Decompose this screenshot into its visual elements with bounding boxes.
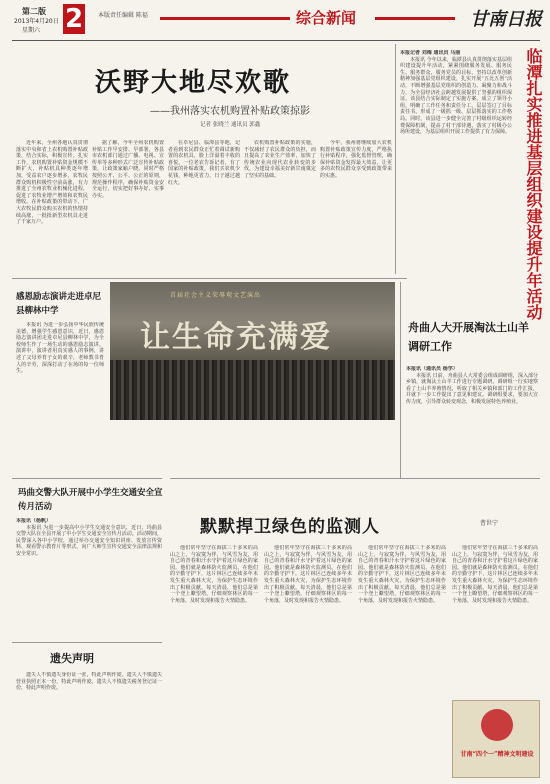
photo-audience	[110, 360, 395, 420]
traffic-body	[16, 518, 162, 638]
speech-headline	[16, 290, 106, 318]
right-story-headline: 临潭扎实推进基层组织建设提升年活动	[524, 48, 543, 320]
speech-body	[16, 322, 104, 458]
forest-headline: 默默捍卫绿色的监测人	[200, 517, 380, 537]
column-divider	[395, 44, 396, 274]
npc-headline: 舟曲人大开展淘汰土山羊调研工作	[408, 321, 529, 353]
issue-weekday: 星期六	[22, 27, 41, 34]
forest-body-col1	[170, 545, 258, 777]
lead-paragraph: 近年来，全州各地认真贯彻落实中央和省上农机购置补贴政策，结合实际，积极宣传，扎实工作，农机购置补贴资金规模不断扩大，补贴机具种类逐年增加，受益农户逐步增多，农牧民群众购机积极性空前高涨，有力推进了全州农牧业机械化进程，促进了农牧业增产增效和农牧民增收。在补贴政策的带动下，广大农牧民群众购买农机的热情持续高涨，一批批新型农机具走进了千家万户。	[16, 140, 88, 226]
section-divider	[12, 478, 162, 479]
civility-ad	[452, 700, 540, 778]
traffic-paragraph: 本报讯 为进一步提高中小学生交通安全意识，近日，玛曲县交警大队在全县开展了中小学生交通安全宣传月活动。活动期间，民警深入各中小学校，通过举办交通安全知识讲座、发放宣传资料、观看警示教育片等形式，向广大师生宣传交通安全法律法规和安全常识。	[16, 524, 162, 557]
speech-headline-text: 感恩励志演讲走进卓尼县柳林中学	[16, 292, 102, 316]
forest-body-col3	[358, 545, 446, 777]
lead-subtitle: ——我州落实农机购置补贴政策掠影	[150, 106, 310, 117]
lead-paragraph: 农机购置补贴政策的实施，不仅减轻了农民群众的负担，而且提高了农业生产效率，加快了传统农业向现代农业转变的步伐，为建设幸福美好新甘南奠定了坚实的基础。	[244, 140, 316, 179]
lead-paragraph: 据了解，今年全州农机购置补贴工作早安排、早部署，各县市农机部门通过广播、电视、宣传单等多种形式广泛宣传补贴政策，让政策家喻户晓。同时严格按照公开、公平、公正的原则，规范操作程序，确保补贴资金安全运行，切实把好事办好、实事办实。	[92, 140, 164, 199]
notice-headline: 遗失声明	[50, 652, 94, 665]
section-divider	[12, 642, 162, 643]
ad-label: 甘南“四个一”精神文明建设	[460, 751, 534, 758]
photo-stage-text: 让生命充满爱	[140, 320, 332, 355]
forest-paragraph: 他们常年坚守在海拔三千多米的高山之上，与寂寞为伴，与风雪为友，用自己的青春和汗水守护着这片绿色的家园。他们就是森林防火监测员。在他们的辛勤守护下，这片林区已连续多年未发生重大森林火灾，为保护生态环境作出了积极贡献。每天清晨，他们总是第一个登上瞭望塔，仔细观察林区的每一个角落，及时发现和报告火情隐患。	[452, 545, 538, 604]
speech-paragraph: 本报讯 为进一步弘扬中华民族传统美德，增强学生感恩意识，近日，感恩励志演讲团走进卓尼县柳林中学，为全校师生作了一场生动的感恩励志演讲。演讲中，演讲者用真实感人的事例，讲述了父母养育子女的艰辛，老师教书育人的辛劳，深深打动了在场的每一位师生。	[16, 322, 104, 375]
right-story-body	[400, 50, 512, 275]
lead-body-col1	[16, 140, 88, 226]
forest-body-col4	[452, 545, 538, 695]
edition-label: 第二版	[22, 7, 46, 16]
photo-banner: 首届社会主义荣辱观文艺演出	[170, 292, 262, 299]
section-bar-left	[160, 17, 290, 20]
npc-paragraph: 本报讯 日前，舟曲县人大常委会组成调研组，深入部分乡镇，就淘汰土山羊工作进行专题调研。调研组一行实地察看了土山羊养殖情况，听取了相关乡镇和部门的工作汇报，并就下一步工作提出了意见和建议。调研组要求，要加大宣传力度，引导群众转变观念，积极发展特色养殖业。	[406, 372, 538, 405]
section-divider	[12, 278, 407, 279]
right-story-paragraph: 本报讯 今年以来，临潭县认真贯彻落实基层组织建设提升年活动，紧紧围绕服务发展、服务民生、服务群众、服务党员的目标，坚持以改革创新精神加强基层党组织建设，扎实开展“五比五创”活动，不断增强基层党组织的创造力、凝聚力和战斗力，为全县经济社会跨越发展提供了坚强的组织保证。该县结合实际制定了实施方案，成立了领导小组，明确了工作任务和责任分工，层层签订了目标责任书，形成了一级抓一级、层层抓落实的工作格局。同时，该县进一步健全完善了村级组织运转经费保障机制，提高了村干部待遇，落实了村级办公场所建设，为基层组织开展工作提供了有力保障。	[400, 56, 512, 136]
newspaper-logo: 甘南日报	[470, 9, 542, 30]
event-photo	[110, 282, 395, 420]
traffic-byline: 本报讯（杨帆）	[16, 518, 52, 524]
lead-paragraph: 今年，我州将继续加大农机购置补贴政策宣传力度，严格执行补贴程序，强化监督管理，确保补贴资金发挥最大效益，让更多的农牧民群众享受到政策带来的实惠。	[320, 140, 392, 179]
lead-headline: 沃野大地尽欢歌	[95, 68, 292, 98]
lead-body-col4	[244, 140, 316, 226]
forest-paragraph: 他们常年坚守在海拔三千多米的高山之上，与寂寞为伴，与风雪为友，用自己的青春和汗水守护着这片绿色的家园。他们就是森林防火监测员。在他们的辛勤守护下，这片林区已连续多年未发生重大森林火灾，为保护生态环境作出了积极贡献。每天清晨，他们总是第一个登上瞭望塔，仔细观察林区的每一个角落，及时发现和报告火情隐患。	[170, 545, 258, 604]
npc-body	[406, 366, 538, 476]
lead-byline: 记者 张晓兰 通讯员 郭鑫	[200, 122, 261, 128]
right-story-byline: 本报记者 刘梅 通讯员 马丽	[400, 50, 461, 56]
lead-body-col5	[320, 140, 392, 226]
section-bar-right	[375, 17, 455, 20]
lead-paragraph: 在卓尼县、临潭县等地，记者看到农民群众正忙着调试新购置的农机具，脸上洋溢着丰收的喜悦。一位老农告诉记者，有了国家的补贴政策，我们买农机少花钱，种地更省力，日子越过越红火。	[168, 140, 240, 186]
masthead-rule	[12, 40, 540, 41]
forest-paragraph: 他们常年坚守在海拔三千多米的高山之上，与寂寞为伴，与风雪为友，用自己的青春和汗水守护着这片绿色的家园。他们就是森林防火监测员。在他们的辛勤守护下，这片林区已连续多年未发生重大森林火灾，为保护生态环境作出了积极贡献。每天清晨，他们总是第一个登上瞭望塔，仔细观察林区的每一个角落，及时发现和报告火情隐患。	[264, 545, 352, 604]
notice-body	[16, 672, 162, 777]
column-divider	[400, 282, 401, 478]
issue-date: 2013年4月20日	[14, 18, 59, 25]
ad-emblem	[481, 709, 513, 741]
page-number-badge: 2	[64, 4, 84, 34]
lead-body-col2	[92, 140, 164, 226]
notice-paragraph: 遗失人不慎遗失身份证一张，特此声明作废。遗失人不慎遗失营业执照正本一份，特此声明作废。遗失人不慎遗失税务登记证一份，特此声明作废。	[16, 672, 162, 692]
section-title: 综合新闻	[296, 9, 357, 27]
section-divider	[170, 478, 540, 479]
forest-paragraph: 他们常年坚守在海拔三千多米的高山之上，与寂寞为伴，与风雪为友，用自己的青春和汗水守护着这片绿色的家园。他们就是森林防火监测员。在他们的辛勤守护下，这片林区已连续多年未发生重大森林火灾，为保护生态环境作出了积极贡献。每天清晨，他们总是第一个登上瞭望塔，仔细观察林区的每一个角落，及时发现和报告火情隐患。	[358, 545, 446, 604]
masthead	[0, 0, 550, 40]
editor-credit: 本版责任编辑 陈福	[98, 12, 148, 19]
forest-byline: 曹世宁	[480, 520, 499, 527]
forest-body-col2	[264, 545, 352, 777]
traffic-headline: 玛曲交警大队开展中小学生交通安全宣传月活动	[18, 488, 163, 512]
npc-byline: 本报讯（通讯员 杨学）	[406, 366, 458, 372]
lead-body-col3	[168, 140, 240, 226]
